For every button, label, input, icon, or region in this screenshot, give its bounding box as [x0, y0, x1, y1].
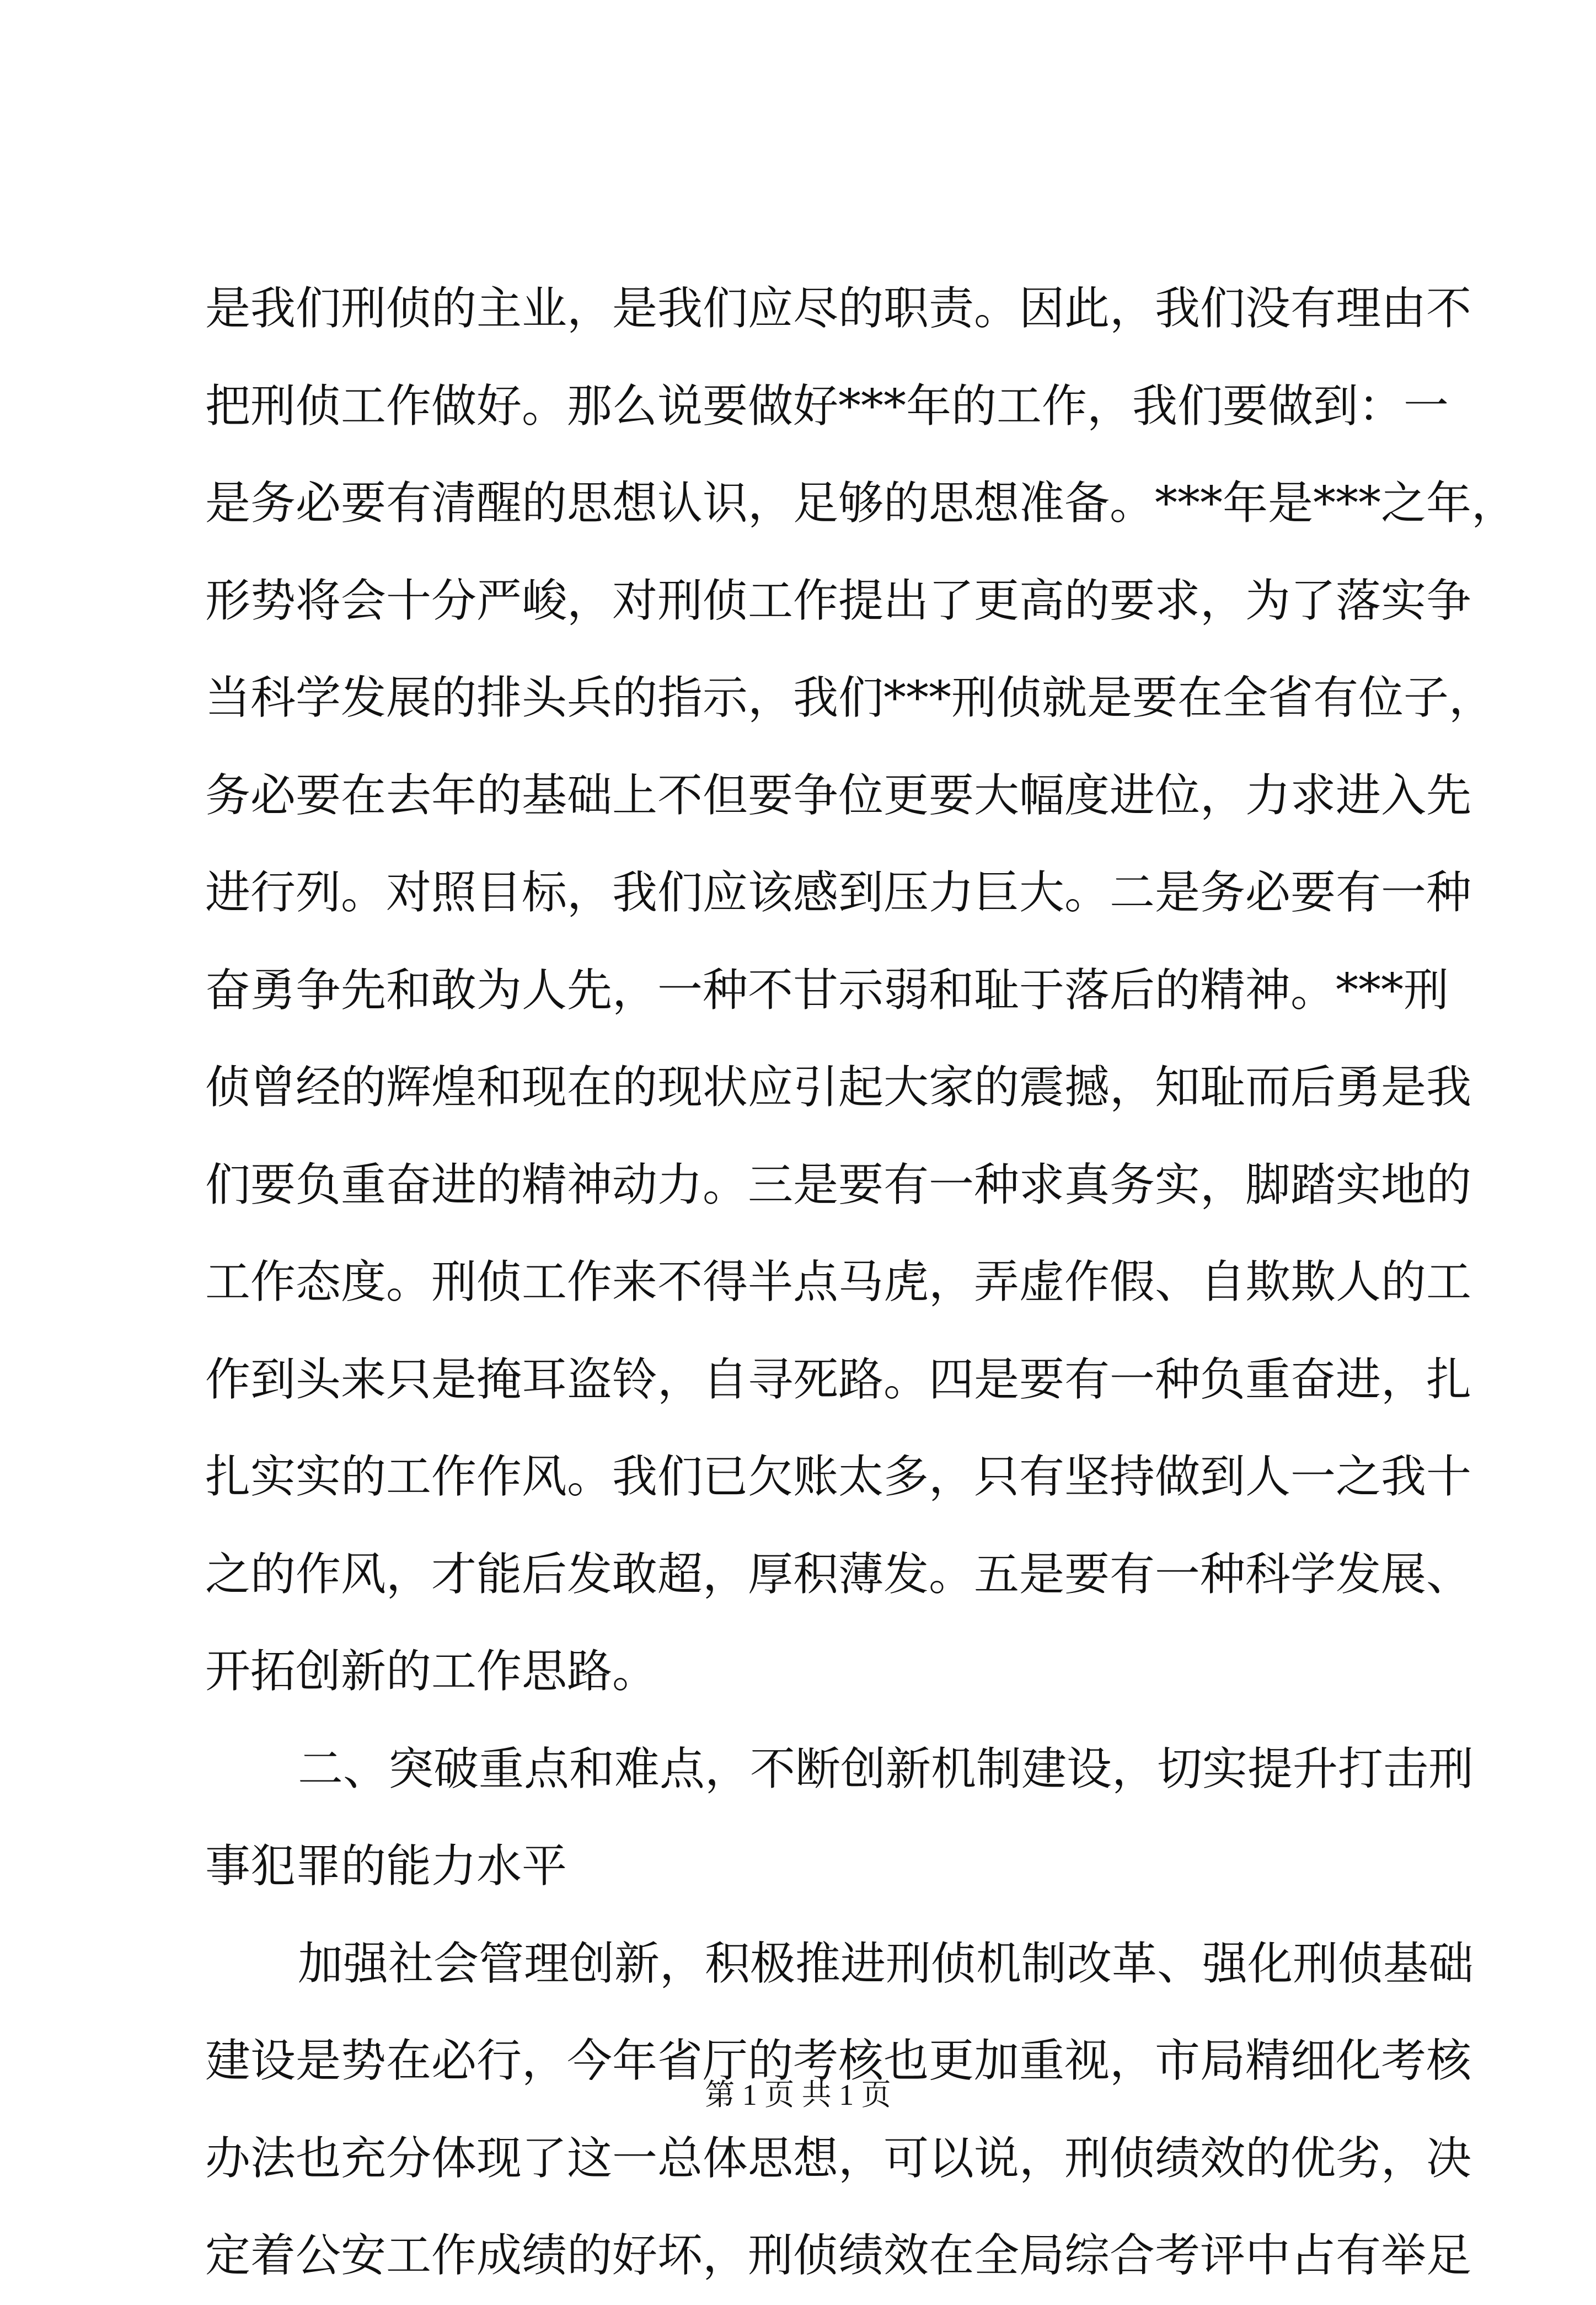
text-line: 把刑侦工作做好。那么说要做好***年的工作，我们要做到：一 [205, 379, 1449, 432]
section-heading: 二、突破重点和难点，不断创新机制建设，切实提升打击刑 [298, 1742, 1474, 1795]
text-line: 扎实实的工作作风。我们已欠账太多，只有坚持做到人一之我十 [205, 1451, 1472, 1503]
section-heading: 事犯罪的能力水平 [205, 1840, 567, 1892]
text-line: 办法也充分体现了这一总体思想，可以说，刑侦绩效的优劣，决 [205, 2132, 1472, 2185]
text-line: 是我们刑侦的主业，是我们应尽的职责。因此，我们没有理由不 [205, 282, 1472, 335]
text-line: 工作态度。刑侦工作来不得半点马虎，弄虚作假、自欺欺人的工 [205, 1256, 1472, 1308]
text-line: 开拓创新的工作思路。 [205, 1645, 658, 1698]
text-line: 之的作风，才能后发敢超，厚积薄发。五是要有一种科学发展、 [205, 1548, 1472, 1601]
text-line: 建设是势在必行，今年省厅的考核也更加重视，市局精细化考核 [205, 2035, 1472, 2087]
page-number: 第 1 页 共 1 页 [705, 2078, 891, 2111]
text-line: 奋勇争先和敢为人先，一种不甘示弱和耻于落后的精神。***刑 [205, 964, 1449, 1017]
text-line: 形势将会十分严峻，对刑侦工作提出了更高的要求，为了落实争 [205, 574, 1472, 627]
text-line: 当科学发展的排头兵的指示，我们***刑侦就是要在全省有位子， [205, 672, 1495, 724]
document-body [205, 260, 1517, 2305]
text-line: 进行列。对照目标，我们应该感到压力巨大。二是务必要有一种 [205, 867, 1472, 919]
page-footer [0, 2071, 1596, 2114]
text-line: 作到头来只是掩耳盗铃，自寻死路。四是要有一种负重奋进，扎 [205, 1353, 1472, 1406]
text-line: 们要负重奋进的精神动力。三是要有一种求真务实，脚踏实地的 [205, 1158, 1472, 1211]
text-line: 是务必要有清醒的思想认识，足够的思想准备。***年是***之年， [205, 477, 1517, 530]
text-line: 加强社会管理创新，积极推进刑侦机制改革、强化刑侦基础 [298, 1937, 1474, 1990]
text-line: 务必要在去年的基础上不但要争位更要大幅度进位，力求进入先 [205, 769, 1472, 822]
text-line: 侦曾经的辉煌和现在的现状应引起大家的震撼，知耻而后勇是我 [205, 1061, 1472, 1114]
text-line: 定着公安工作成绩的好坏，刑侦绩效在全局综合考评中占有举足 [205, 2229, 1472, 2282]
